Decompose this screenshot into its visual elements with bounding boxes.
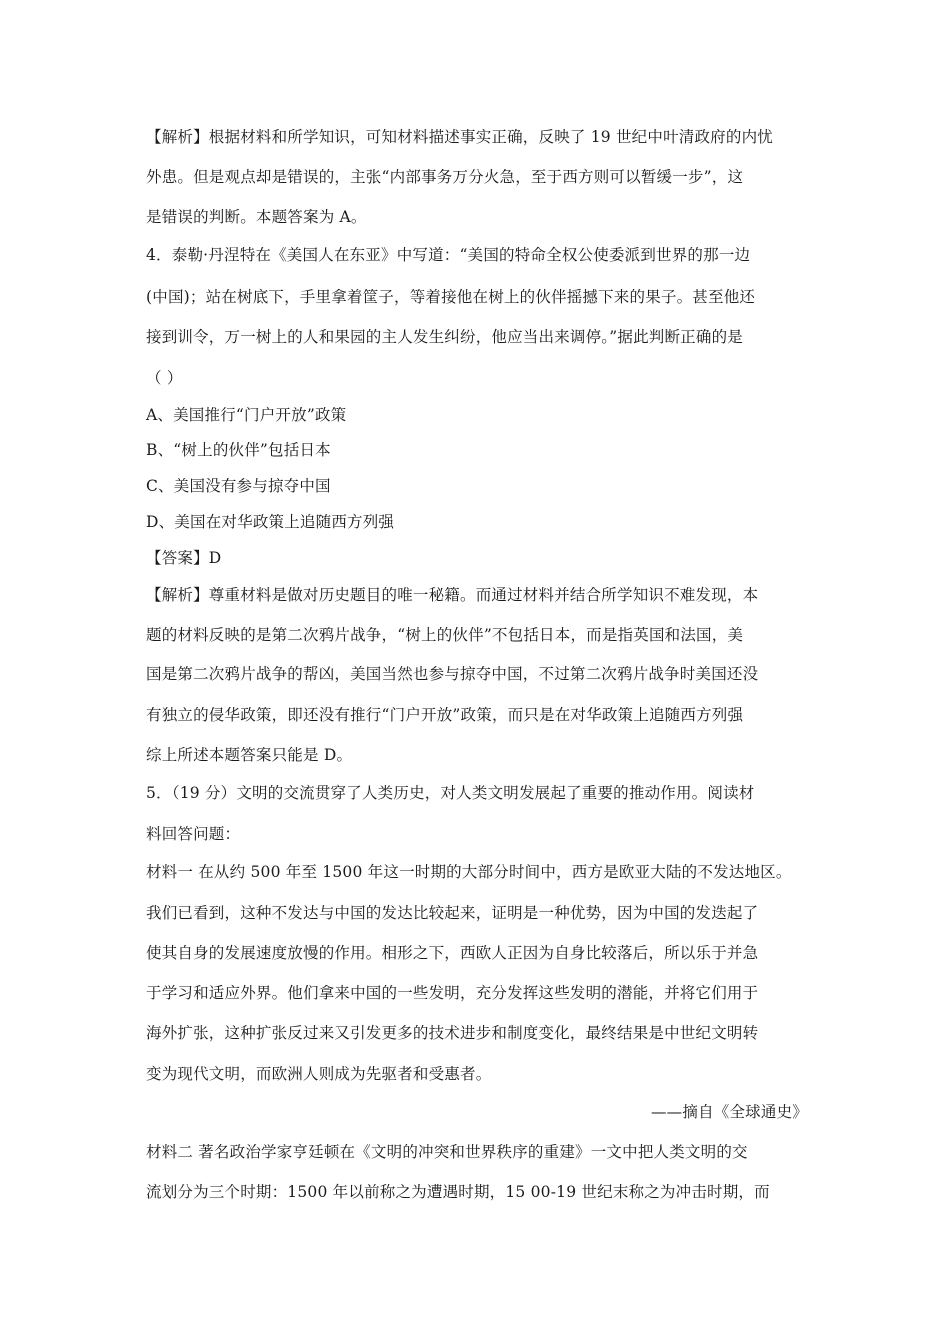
material-line: 使其自身的发展速度放慢的作用。相形之下，西欧人正因为自身比较落后，所以乐于并急: [146, 944, 759, 962]
analysis-text-line: 有独立的侵华政策，即还没有推行“门户开放”政策，而只是在对华政策上追随西方列强: [146, 706, 744, 724]
material-line: 材料一 在从约 500 年至 1500 年这一时期的大部分时间中，西方是欧亚大陆的不发达地区。: [146, 863, 792, 881]
answer-line: 【答案】D: [146, 549, 222, 567]
question-stem-line: 5．（19 分）文明的交流贯穿了人类历史，对人类文明发展起了重要的推动作用。阅读材: [146, 784, 755, 802]
material-line: 我们已看到，这种不发达与中国的发达比较起来，证明是一种优势，因为中国的发迭起了: [146, 904, 759, 922]
analysis-text-line: 题的材料反映的是第二次鸦片战争，“树上的伙伴”不包括日本，而是指英国和法国，美: [146, 626, 744, 644]
analysis-text-line: 是错误的判断。本题答案为 A。: [146, 208, 367, 226]
option-d: D、美国在对华政策上追随西方列强: [146, 513, 395, 531]
material-line: 流划分为三个时期：1500 年以前称之为遭遇时期，15 00-19 世纪末称之为冲击时期，而: [146, 1183, 770, 1201]
question-stem-line: 接到训令，万一树上的人和果园的主人发生纠纷，他应当出来调停。”据此判断正确的是: [146, 328, 743, 346]
question-stem-line: 料回答问题：: [146, 825, 241, 843]
answer-blank: （ ）: [146, 369, 183, 387]
option-c: C、美国没有参与掠夺中国: [146, 477, 331, 495]
material-line: 于学习和适应外界。他们拿来中国的一些发明，充分发挥这些发明的潜能，并将它们用于: [146, 984, 759, 1002]
option-b: B、“树上的伙伴”包括日本: [146, 441, 331, 459]
material-line: 变为现代文明，而欧洲人则成为先驱者和受惠者。: [146, 1065, 492, 1083]
analysis-text-line: 【解析】尊重材料是做对历史题目的唯一秘籍。而通过材料并结合所学知识不难发现，本: [146, 586, 759, 604]
material-line: 海外扩张，这种扩张反过来又引发更多的技术进步和制度变化，最终结果是中世纪文明转: [146, 1024, 759, 1042]
analysis-text-line: 外患。但是观点却是错误的，主张“内部事务万分火急，至于西方则可以暂缓一步”，这: [146, 168, 744, 186]
question-stem-line: 4．泰勒·丹涅特在《美国人在东亚》中写道：“美国的特命全权公使委派到世界的那一边: [146, 246, 751, 264]
analysis-text-line: 国是第二次鸦片战争的帮凶，美国当然也参与掠夺中国，不过第二次鸦片战争时美国还没: [146, 665, 759, 683]
question-stem-line: (中国)；站在树底下，手里拿着筐子，等着接他在树上的伙伴摇撼下来的果子。甚至他还: [146, 288, 756, 306]
analysis-text-line: 综上所述本题答案只能是 D。: [146, 746, 353, 764]
analysis-label-line: 【解析】根据材料和所学知识，可知材料描述事实正确，反映了 19 世纪中叶清政府的内忧: [146, 128, 773, 146]
option-a: A、美国推行“门户开放”政策: [146, 406, 347, 424]
material-line: 材料二 著名政治学家亨廷顿在《文明的冲突和世界秩序的重建》一文中把人类文明的交: [146, 1143, 748, 1161]
material-source: ——摘自《全球通史》: [650, 1103, 808, 1121]
